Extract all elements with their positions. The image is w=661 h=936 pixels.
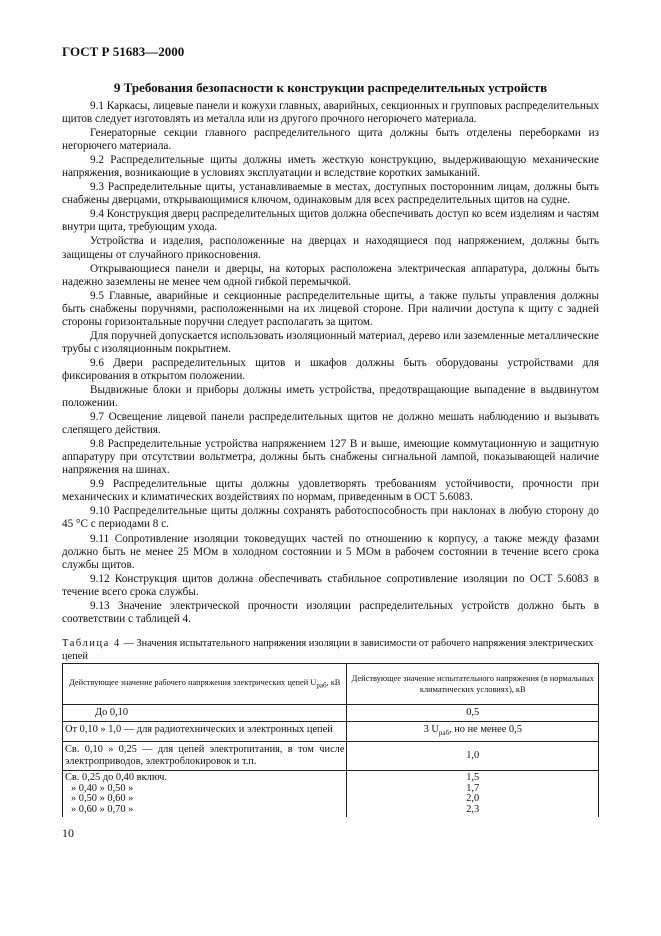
table-line: » 0,40 » 0,50 »: [71, 782, 134, 794]
paragraph: 9.12 Конструкция щитов должна обеспечивать стабильное сопротивление изоляции по ОСТ 5.6083 в течение всего срока службы.: [62, 572, 599, 598]
document-code: ГОСТ Р 51683—2000: [62, 44, 185, 59]
table-row: [63, 705, 599, 722]
section-title: 9 Требования безопасности к конструкции распределительных устройств: [113, 80, 548, 95]
table-cell: 0,5: [347, 705, 599, 722]
table-line: » 0,60 » 0,70 »: [71, 803, 134, 815]
paragraph: 9.6 Двери распределительных щитов и шкафов должны быть оборудованы устройствами для фиксирования в открытом положении.: [62, 356, 599, 382]
table-caption-label: Таблица 4: [62, 638, 121, 649]
paragraph: 9.7 Освещение лицевой панели распределительных щитов не должно мешать наблюдению и вызывать слепящего действия.: [62, 411, 599, 437]
table-cell: Св. 0,10 » 0,25 — для цепей электропитания, в том числе электроприводов, электроблокировок и т.п.: [63, 742, 347, 771]
paragraph: 9.4 Конструкция дверц распределительных щитов должна обеспечивать доступ ко всем изделиям и частям внутри щита, требующим ухода.: [62, 208, 599, 234]
body-text: [62, 100, 599, 627]
table-cell: [347, 771, 599, 818]
table-header-row: [63, 664, 599, 705]
table-line: 1,7: [466, 782, 480, 794]
table-row: [63, 771, 599, 818]
voltage-table: [62, 663, 599, 817]
table-cell: 3 $U_{раб}$, но не менее 0,5: [347, 722, 599, 742]
table-header-test-voltage: Действующее значение испытательного напряжения (в нормальных климатических условиях), кВ: [347, 664, 599, 705]
table-cell: [63, 771, 347, 818]
table-line: » 0,50 » 0,60 »: [71, 793, 134, 805]
paragraph: Устройства и изделия, расположенные на дверцах и находящиеся под напряжением, должны быть защищены от случайного прикосновения.: [62, 235, 599, 261]
paragraph: 9.1 Каркасы, лицевые панели и кожухи главных, аварийных, секционных и групповых распределительных щитов следует изготовлять из металла или из другого прочного негорючего материала.: [62, 100, 599, 126]
paragraph: 9.10 Распределительные щиты должны сохранять работоспособность при наклонах в любую сторону до 45 °С с периодами 8 с.: [62, 505, 599, 531]
table-row: [63, 742, 599, 771]
paragraph: 9.3 Распределительные щиты, устанавливаемые в местах, доступных посторонним лицам, должны быть снабжены дверцами, открывающимися ключом, одинаковым для всех распределительных щитов на судне.: [62, 181, 599, 207]
paragraph: Выдвижные блоки и приборы должны иметь устройства, предотвращающие выпадение в выдвинутом положении.: [62, 383, 599, 410]
paragraph: 9.5 Главные, аварийные и секционные распределительные щиты, а также пульты управления должны быть снабжены поручнями, расположенными на их лицевой стороне. При наличии доступа к щиту с задней стороны горизонтальные поручни следует располагать за щитом.: [62, 289, 599, 328]
table-caption-text: — Значения испытательного напряжения изоляции в зависимости от рабочего напряжения электрических цепей: [62, 638, 594, 662]
paragraph: Открывающиеся панели и дверцы, на которых расположена электрическая аппаратура, должны быть надежно заземлены не менее чем одной гибкой перемычкой.: [62, 262, 599, 288]
table-caption: [62, 638, 599, 663]
table-cell: 1,0: [347, 742, 599, 771]
table-line: Св. 0,25 до 0,40 включ.: [65, 772, 168, 784]
paragraph: 9.9 Распределительные щиты должны удовлетворять требованиям устойчивости, прочности при механических и климатических воздействиях по нормам, приведенным в ОСТ 5.6083.: [62, 478, 599, 504]
paragraph: 9.2 Распределительные щиты должны иметь жесткую конструкцию, выдерживающую механические напряжения, возникающие в условиях эксплуатации и вследствие коротких замыканий.: [62, 154, 599, 180]
table-cell: До 0,10: [63, 705, 347, 722]
table-header-working-voltage: Действующее значение рабочего напряжения электрических цепей $U_{раб}$, кВ: [63, 664, 347, 705]
table-line: 1,5: [466, 772, 480, 784]
table-line: 2,0: [466, 793, 480, 805]
page-number: 10: [62, 826, 74, 840]
paragraph: 9.8 Распределительные устройства напряжением 127 В и выше, имеющие коммутационную и защитную аппаратуру при отсутствии вольтметра, должны быть снабжены сигнальной лампой, показывающей наличие напряжения на шинах.: [62, 438, 599, 477]
table-line: 2,3: [466, 803, 480, 815]
paragraph: Для поручней допускается использовать изоляционный материал, дерево или заземленные металлические трубы с изоляционным покрытием.: [62, 329, 599, 355]
paragraph: 9.13 Значение электрической прочности изоляции распределительных устройств должно быть в соответствии с таблицей 4.: [62, 599, 599, 625]
paragraph: 9.11 Сопротивление изоляции токоведущих частей по отношению к корпусу, а также между фазами должно быть не менее 25 МОм в холодном состоянии и 5 МОм в рабочем состоянии в течение всего срока службы щитов.: [62, 532, 599, 571]
table-row: [63, 722, 599, 742]
table-cell: От 0,10 » 1,0 — для радиотехнических и электронных цепей: [63, 722, 347, 742]
paragraph: Генераторные секции главного распределительного щита должны быть отделены переборками из негорючего материала.: [62, 127, 599, 153]
